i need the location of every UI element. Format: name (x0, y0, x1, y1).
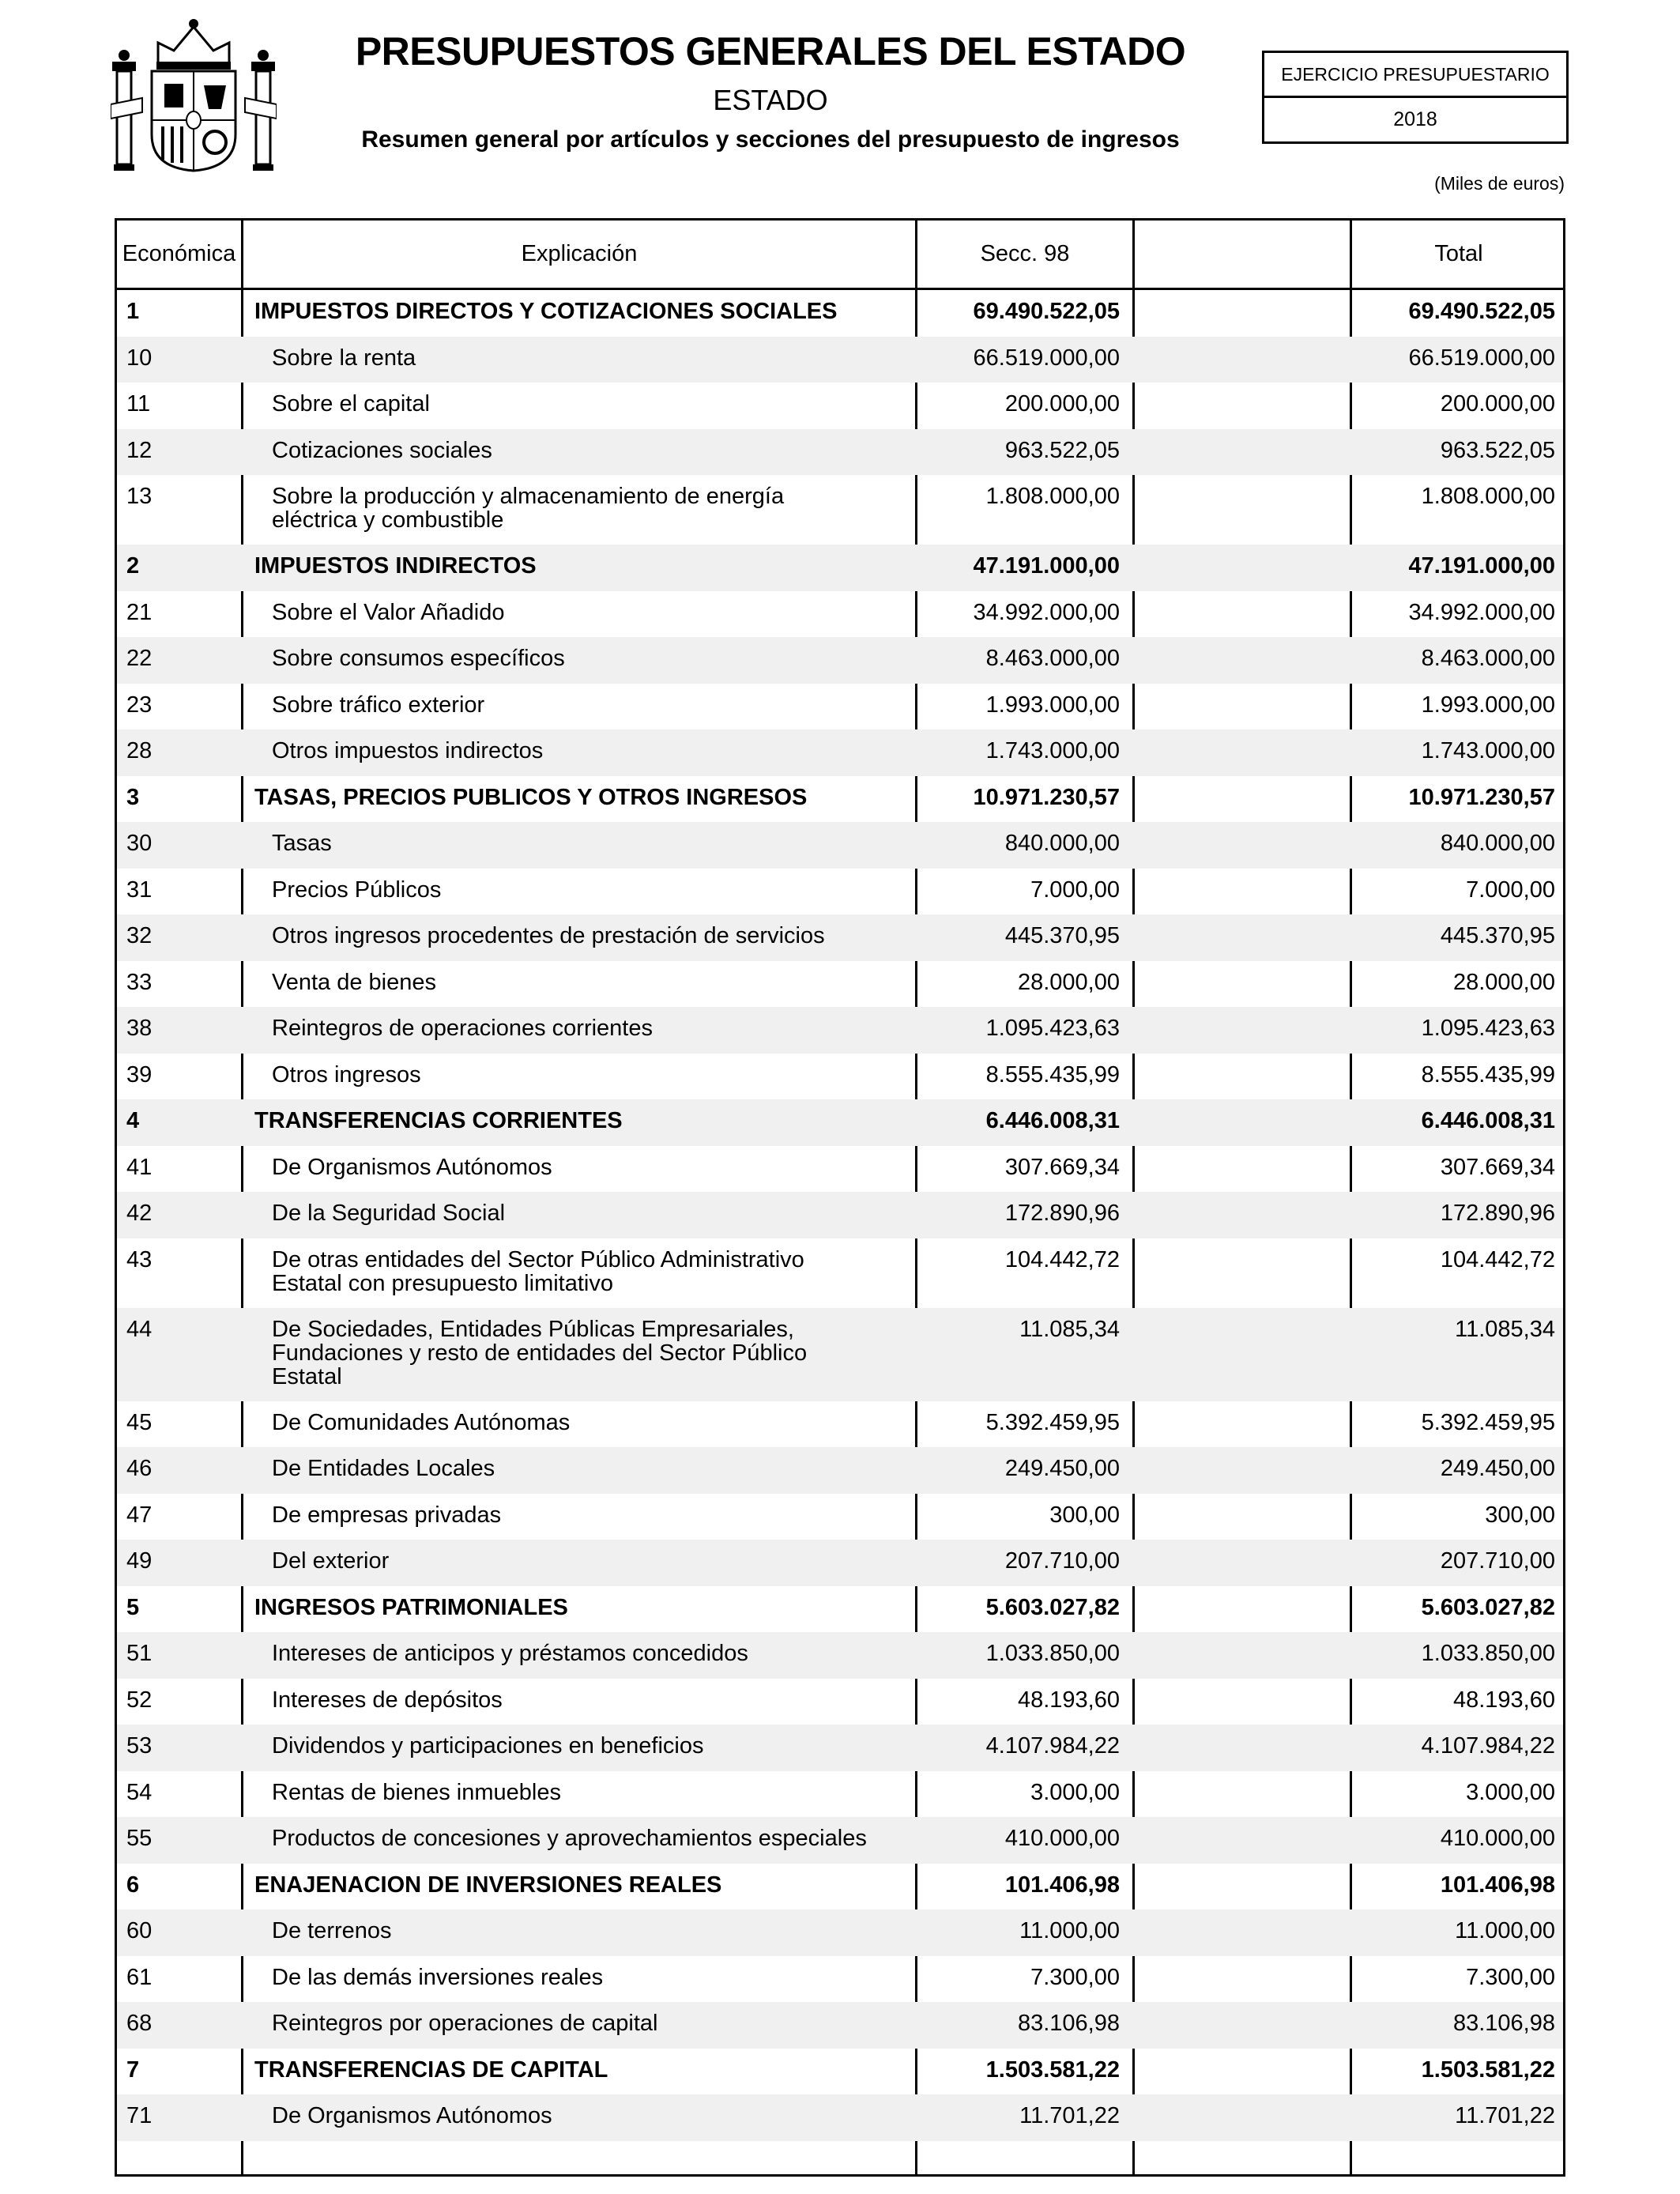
secc-98-value-cell: 34.992.000,00 (973, 599, 1120, 625)
description-cell: De Organismos Autónomos (272, 2103, 552, 2128)
description-cell: Productos de concesiones y aprovechamientos especiales (272, 1826, 867, 1851)
total-value-cell: 1.503.581,22 (1421, 2056, 1555, 2083)
description-cell: INGRESOS PATRIMONIALES (254, 1594, 568, 1620)
table-row (117, 637, 1563, 684)
description-cell: ENAJENACION DE INVERSIONES REALES (254, 1872, 722, 1898)
secc-98-value-cell: 300,00 (1049, 1502, 1120, 1528)
ejercicio-year: 2018 (1393, 108, 1437, 130)
economic-code-cell: 2 (126, 553, 140, 579)
total-value-cell: 7.000,00 (1466, 876, 1555, 903)
economic-code-cell: 55 (126, 1826, 153, 1851)
economic-code-cell: 44 (126, 1316, 153, 1342)
description-cell: Tasas (272, 831, 332, 856)
table-row (117, 1494, 1563, 1540)
total-value-cell: 1.808.000,00 (1421, 484, 1555, 509)
table-row (117, 2002, 1563, 2049)
description-cell: Dividendos y participaciones en beneficios (272, 1733, 704, 1759)
total-value-cell: 200.000,00 (1440, 391, 1555, 417)
secc-98-value-cell: 101.406,98 (1004, 1872, 1120, 1898)
total-value-cell: 69.490.522,05 (1408, 299, 1555, 324)
total-value-cell: 34.992.000,00 (1408, 599, 1555, 625)
table-row (117, 1447, 1563, 1494)
table-row (117, 1054, 1563, 1100)
economic-code-cell: 6 (126, 1872, 140, 1898)
description-cell: Venta de bienes (272, 969, 437, 995)
table-row (117, 1401, 1563, 1448)
table-row (117, 1632, 1563, 1679)
page-description: Resumen general por artículos y secciones del presupuesto de ingresos (361, 126, 1180, 153)
secc-98-value-cell: 66.519.000,00 (973, 345, 1120, 371)
economic-code-cell: 41 (126, 1154, 153, 1180)
total-value-cell: 101.406,98 (1440, 1872, 1555, 1898)
description-cell: Sobre la renta (272, 345, 416, 371)
table-row (117, 337, 1563, 383)
secc-98-value-cell: 1.033.850,00 (985, 1641, 1120, 1666)
economic-code-cell: 46 (126, 1456, 153, 1481)
table-row (117, 869, 1563, 915)
table-row (117, 1817, 1563, 1864)
description-cell: Sobre la producción y almacenamiento de energía eléctrica y combustible (272, 484, 785, 533)
table-row (117, 1146, 1563, 1193)
description-cell: Intereses de depósitos (272, 1687, 503, 1713)
total-value-cell: 207.710,00 (1440, 1548, 1555, 1574)
description-cell: Reintegros de operaciones corrientes (272, 1016, 653, 1041)
total-value-cell: 5.392.459,95 (1421, 1409, 1555, 1435)
description-cell: De otras entidades del Sector Público Administrativo Estatal con presupuesto limitativo (272, 1246, 804, 1296)
economic-code-cell: 42 (126, 1201, 153, 1226)
economic-code-cell: 33 (126, 969, 153, 995)
secc-98-value-cell: 6.446.008,31 (985, 1108, 1120, 1133)
total-value-cell: 7.300,00 (1466, 1964, 1555, 1990)
economic-code-cell: 3 (126, 784, 140, 810)
economic-code-cell: 47 (126, 1502, 153, 1528)
secc-98-value-cell: 445.370,95 (1004, 923, 1120, 948)
units-note: (Miles de euros) (1434, 173, 1565, 194)
description-cell: Sobre consumos específicos (272, 646, 565, 671)
secc-98-value-cell: 11.000,00 (1019, 1918, 1120, 1943)
table-section-row (117, 2049, 1563, 2095)
description-cell: TRANSFERENCIAS DE CAPITAL (254, 2056, 608, 2083)
table-row (117, 1308, 1563, 1401)
total-value-cell: 47.191.000,00 (1408, 553, 1555, 579)
description-cell: De la Seguridad Social (272, 1201, 506, 1226)
description-cell: Cotizaciones sociales (272, 437, 492, 463)
table-section-row (117, 776, 1563, 823)
total-value-cell: 48.193,60 (1452, 1687, 1555, 1713)
total-value-cell: 1.095.423,63 (1421, 1016, 1555, 1041)
total-value-cell: 1.033.850,00 (1421, 1641, 1555, 1666)
total-value-cell: 172.890,96 (1440, 1201, 1555, 1226)
secc-98-value-cell: 69.490.522,05 (973, 299, 1120, 324)
table-section-row (117, 290, 1563, 337)
description-cell: Sobre el Valor Añadido (272, 599, 505, 625)
total-value-cell: 104.442,72 (1440, 1246, 1555, 1272)
economic-code-cell: 21 (126, 599, 153, 625)
description-cell: TASAS, PRECIOS PUBLICOS Y OTROS INGRESOS (254, 784, 808, 810)
economic-code-cell: 32 (126, 923, 153, 948)
secc-98-value-cell: 249.450,00 (1004, 1456, 1120, 1481)
total-value-cell: 1.993.000,00 (1421, 692, 1555, 718)
ejercicio-box (1262, 51, 1569, 144)
total-value-cell: 8.555.435,99 (1421, 1061, 1555, 1088)
description-cell: IMPUESTOS DIRECTOS Y COTIZACIONES SOCIALES (254, 299, 838, 324)
economic-code-cell: 1 (126, 299, 140, 324)
economic-code-cell: 23 (126, 692, 153, 718)
column-header-secc-98: Secc. 98 (980, 241, 1070, 266)
economic-code-cell: 5 (126, 1594, 140, 1620)
table-row (117, 1956, 1563, 2003)
description-cell: Otros ingresos procedentes de prestación de servicios (272, 923, 825, 948)
description-cell: Otros ingresos (272, 1061, 421, 1088)
total-value-cell: 5.603.027,82 (1421, 1594, 1555, 1620)
economic-code-cell: 30 (126, 831, 153, 856)
table-section-row (117, 1864, 1563, 1910)
table-row (117, 429, 1563, 476)
description-cell: Precios Públicos (272, 876, 442, 903)
description-cell: De Comunidades Autónomas (272, 1409, 571, 1435)
secc-98-value-cell: 8.463.000,00 (985, 646, 1120, 671)
total-value-cell: 8.463.000,00 (1421, 646, 1555, 671)
total-value-cell: 963.522,05 (1440, 437, 1555, 463)
description-cell: TRANSFERENCIAS CORRIENTES (254, 1108, 623, 1133)
column-header-explicacion: Explicación (521, 241, 638, 266)
total-value-cell: 11.000,00 (1455, 1918, 1555, 1943)
secc-98-value-cell: 1.503.581,22 (985, 2056, 1120, 2083)
table-row (117, 383, 1563, 429)
economic-code-cell: 13 (126, 484, 153, 509)
economic-code-cell: 38 (126, 1016, 153, 1041)
economic-code-cell: 4 (126, 1108, 140, 1133)
table-row (117, 961, 1563, 1008)
economic-code-cell: 49 (126, 1548, 153, 1574)
secc-98-value-cell: 11.701,22 (1019, 2103, 1120, 2128)
secc-98-value-cell: 83.106,98 (1017, 2011, 1120, 2036)
secc-98-value-cell: 1.808.000,00 (985, 484, 1120, 509)
economic-code-cell: 28 (126, 738, 153, 763)
budget-table (115, 218, 1565, 2177)
table-row (117, 729, 1563, 776)
description-cell: De terrenos (272, 1918, 392, 1943)
table-row (117, 914, 1563, 961)
economic-code-cell: 39 (126, 1061, 153, 1088)
secc-98-value-cell: 4.107.984,22 (985, 1733, 1120, 1759)
secc-98-value-cell: 963.522,05 (1004, 437, 1120, 463)
total-value-cell: 249.450,00 (1440, 1456, 1555, 1481)
ejercicio-label: EJERCICIO PRESUPUESTARIO (1264, 53, 1566, 98)
secc-98-value-cell: 1.095.423,63 (985, 1016, 1120, 1041)
description-cell: Rentas de bienes inmuebles (272, 1779, 561, 1805)
secc-98-value-cell: 47.191.000,00 (973, 553, 1120, 579)
economic-code-cell: 10 (126, 345, 153, 371)
economic-code-cell: 7 (126, 2056, 140, 2083)
total-value-cell: 307.669,34 (1440, 1154, 1555, 1180)
total-value-cell: 1.743.000,00 (1421, 738, 1555, 763)
coat-of-arms-logo (111, 16, 277, 174)
page-title: PRESUPUESTOS GENERALES DEL ESTADO (355, 29, 1186, 74)
table-section-row (117, 1586, 1563, 1633)
secc-98-value-cell: 5.392.459,95 (985, 1409, 1120, 1435)
total-value-cell: 6.446.008,31 (1421, 1108, 1555, 1133)
description-cell: De Sociedades, Entidades Públicas Empresariales, Fundaciones y resto de entidades del Sector Público Estatal (272, 1316, 808, 1389)
table-section-row (117, 1099, 1563, 1146)
secc-98-value-cell: 48.193,60 (1017, 1687, 1120, 1713)
economic-code-cell: 22 (126, 646, 153, 671)
economic-code-cell: 11 (126, 391, 151, 417)
secc-98-value-cell: 1.993.000,00 (985, 692, 1120, 718)
description-cell: De Organismos Autónomos (272, 1154, 552, 1180)
description-cell: IMPUESTOS INDIRECTOS (254, 553, 537, 579)
secc-98-value-cell: 200.000,00 (1004, 391, 1120, 417)
secc-98-value-cell: 10.971.230,57 (973, 784, 1120, 810)
total-value-cell: 83.106,98 (1452, 2011, 1555, 2036)
page-subtitle: ESTADO (713, 84, 828, 116)
description-cell: De las demás inversiones reales (272, 1964, 604, 1990)
description-cell: De empresas privadas (272, 1502, 502, 1528)
table-row (117, 591, 1563, 638)
total-value-cell: 28.000,00 (1452, 969, 1555, 995)
table-row (117, 822, 1563, 869)
description-cell: Reintegros por operaciones de capital (272, 2011, 658, 2036)
total-value-cell: 445.370,95 (1440, 923, 1555, 948)
economic-code-cell: 60 (126, 1918, 153, 1943)
secc-98-value-cell: 104.442,72 (1004, 1246, 1120, 1272)
table-row (117, 684, 1563, 730)
description-cell: Del exterior (272, 1548, 390, 1574)
economic-code-cell: 71 (126, 2103, 153, 2128)
table-row (117, 1238, 1563, 1308)
column-header-total: Total (1434, 241, 1483, 266)
table-row (117, 2094, 1563, 2141)
total-value-cell: 11.085,34 (1455, 1316, 1555, 1342)
secc-98-value-cell: 8.555.435,99 (985, 1061, 1120, 1088)
secc-98-value-cell: 410.000,00 (1004, 1826, 1120, 1851)
economic-code-cell: 68 (126, 2011, 153, 2036)
secc-98-value-cell: 28.000,00 (1017, 969, 1120, 995)
secc-98-value-cell: 11.085,34 (1019, 1316, 1120, 1342)
secc-98-value-cell: 840.000,00 (1004, 831, 1120, 856)
total-value-cell: 3.000,00 (1466, 1779, 1555, 1805)
table-row (117, 1007, 1563, 1054)
economic-code-cell: 12 (126, 437, 153, 463)
total-value-cell: 840.000,00 (1440, 831, 1555, 856)
description-cell: Intereses de anticipos y préstamos concedidos (272, 1641, 748, 1666)
economic-code-cell: 51 (126, 1641, 153, 1666)
secc-98-value-cell: 207.710,00 (1004, 1548, 1120, 1574)
description-cell: Otros impuestos indirectos (272, 738, 544, 763)
table-body (117, 290, 1563, 2141)
table-section-row (117, 545, 1563, 591)
total-value-cell: 66.519.000,00 (1408, 345, 1555, 371)
economic-code-cell: 54 (126, 1779, 153, 1805)
economic-code-cell: 31 (126, 876, 153, 903)
total-value-cell: 11.701,22 (1455, 2103, 1555, 2128)
table-row (117, 1725, 1563, 1771)
total-value-cell: 10.971.230,57 (1408, 784, 1555, 810)
table-row (117, 1540, 1563, 1586)
secc-98-value-cell: 3.000,00 (1030, 1779, 1120, 1805)
secc-98-value-cell: 1.743.000,00 (985, 738, 1120, 763)
description-cell: Sobre el capital (272, 391, 430, 417)
economic-code-cell: 61 (126, 1964, 153, 1990)
total-value-cell: 4.107.984,22 (1421, 1733, 1555, 1759)
total-value-cell: 410.000,00 (1440, 1826, 1555, 1851)
secc-98-value-cell: 172.890,96 (1004, 1201, 1120, 1226)
economic-code-cell: 45 (126, 1409, 153, 1435)
column-header-economica: Económica (122, 241, 236, 266)
total-value-cell: 300,00 (1485, 1502, 1555, 1528)
secc-98-value-cell: 5.603.027,82 (985, 1594, 1120, 1620)
table-row (117, 475, 1563, 545)
secc-98-value-cell: 7.300,00 (1030, 1964, 1120, 1990)
economic-code-cell: 52 (126, 1687, 153, 1713)
table-header (117, 221, 1563, 290)
description-cell: Sobre tráfico exterior (272, 692, 485, 718)
table-row (117, 1771, 1563, 1818)
table-row (117, 1909, 1563, 1956)
secc-98-value-cell: 307.669,34 (1004, 1154, 1120, 1180)
description-cell: De Entidades Locales (272, 1456, 495, 1481)
table-row (117, 1192, 1563, 1238)
table-row (117, 1679, 1563, 1725)
economic-code-cell: 43 (126, 1246, 153, 1272)
economic-code-cell: 53 (126, 1733, 153, 1759)
secc-98-value-cell: 7.000,00 (1030, 876, 1120, 903)
